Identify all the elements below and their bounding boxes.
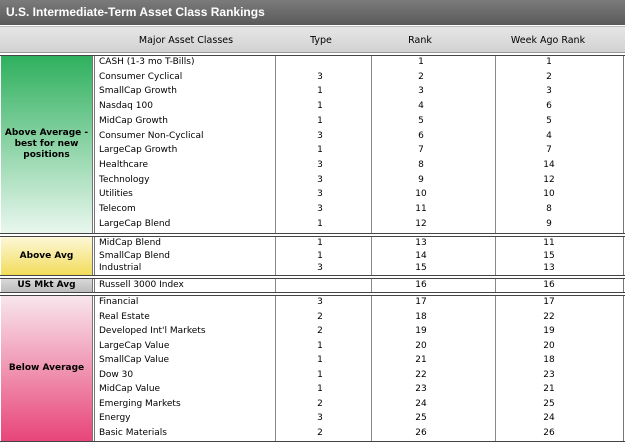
table-row bbox=[95, 382, 625, 397]
asset-class-name: Healthcare bbox=[99, 159, 149, 170]
group-label bbox=[1, 237, 93, 275]
group-rows bbox=[94, 279, 624, 292]
rank-cell: 22 bbox=[415, 369, 427, 380]
rank-cell: 6 bbox=[418, 130, 424, 141]
rank-cell: 8 bbox=[418, 159, 424, 170]
table-row bbox=[95, 202, 625, 217]
table-row bbox=[95, 278, 625, 293]
week-ago-rank-cell: 24 bbox=[543, 413, 555, 423]
week-ago-rank-cell: 5 bbox=[546, 115, 552, 126]
asset-class-name: Consumer Cyclical bbox=[99, 71, 183, 82]
week-ago-rank-cell: 6 bbox=[546, 101, 552, 112]
group-rows bbox=[94, 56, 624, 233]
rank-cell: 3 bbox=[418, 86, 424, 97]
asset-class-name: Utilities bbox=[99, 189, 133, 200]
type-cell: 3 bbox=[317, 297, 323, 307]
group-label bbox=[1, 279, 93, 292]
type-cell: 1 bbox=[317, 250, 323, 261]
rank-cell: 5 bbox=[418, 115, 424, 126]
asset-class-name: Emerging Markets bbox=[99, 398, 181, 409]
week-ago-rank-cell: 3 bbox=[546, 86, 552, 97]
type-cell: 3 bbox=[317, 174, 323, 185]
type-cell: 1 bbox=[317, 369, 323, 380]
group-label bbox=[1, 56, 93, 233]
asset-class-name: Russell 3000 Index bbox=[99, 280, 184, 290]
week-ago-rank-cell: 21 bbox=[543, 384, 555, 394]
week-ago-rank-cell: 2 bbox=[546, 71, 552, 82]
type-cell: 1 bbox=[317, 145, 323, 156]
asset-class-name: Basic Materials bbox=[99, 427, 167, 438]
table-row bbox=[95, 324, 625, 339]
page-title: U.S. Intermediate-Term Asset Class Rankings bbox=[0, 0, 625, 25]
table-row bbox=[95, 55, 625, 70]
week-ago-rank-cell: 18 bbox=[543, 355, 555, 365]
week-ago-rank-cell: 7 bbox=[546, 145, 552, 156]
type-cell: 1 bbox=[317, 86, 323, 97]
type-cell: 3 bbox=[317, 189, 323, 200]
week-ago-rank-cell: 16 bbox=[543, 280, 555, 290]
week-ago-rank-cell: 23 bbox=[543, 369, 555, 380]
type-cell: 2 bbox=[317, 398, 323, 409]
header-week-ago-rank: Week Ago Rank bbox=[510, 35, 586, 46]
type-cell: 1 bbox=[317, 340, 323, 351]
rank-cell: 11 bbox=[415, 204, 427, 214]
rank-cell: 15 bbox=[415, 263, 427, 274]
header-type: Type bbox=[310, 35, 332, 46]
type-cell: 1 bbox=[317, 115, 323, 126]
week-ago-rank-cell: 9 bbox=[546, 218, 552, 229]
rank-cell: 25 bbox=[415, 413, 427, 423]
asset-class-name: MidCap Blend bbox=[99, 238, 161, 248]
table-row bbox=[95, 397, 625, 412]
week-ago-rank-cell: 17 bbox=[543, 297, 555, 307]
type-cell: 3 bbox=[317, 263, 323, 274]
asset-class-name: Telecom bbox=[99, 204, 136, 214]
table-row bbox=[95, 99, 625, 114]
group-below-average bbox=[0, 295, 625, 442]
rank-cell: 17 bbox=[415, 297, 427, 307]
group-above-avg bbox=[0, 236, 625, 276]
week-ago-rank-cell: 8 bbox=[546, 204, 552, 214]
rank-cell: 20 bbox=[415, 340, 427, 351]
asset-class-name: SmallCap Value bbox=[99, 355, 170, 365]
type-cell: 3 bbox=[317, 204, 323, 214]
type-cell: 2 bbox=[317, 427, 323, 438]
rank-cell: 21 bbox=[415, 355, 427, 365]
asset-class-name: SmallCap Blend bbox=[99, 250, 170, 261]
week-ago-rank-cell: 19 bbox=[543, 326, 555, 336]
type-cell: 3 bbox=[317, 413, 323, 423]
table-row bbox=[95, 217, 625, 232]
rank-cell: 4 bbox=[418, 101, 424, 112]
asset-class-name: LargeCap Growth bbox=[99, 145, 178, 156]
asset-class-name: SmallCap Growth bbox=[99, 86, 177, 97]
asset-class-name: MidCap Growth bbox=[99, 115, 168, 126]
table-row bbox=[95, 339, 625, 354]
table-row bbox=[95, 114, 625, 129]
asset-class-name: Developed Int'l Markets bbox=[99, 326, 206, 336]
week-ago-rank-cell: 11 bbox=[543, 238, 555, 248]
rank-cell: 7 bbox=[418, 145, 424, 156]
rank-cell: 18 bbox=[415, 311, 427, 322]
week-ago-rank-cell: 10 bbox=[543, 189, 555, 200]
table-row bbox=[95, 173, 625, 188]
week-ago-rank-cell: 25 bbox=[543, 398, 555, 409]
table-row bbox=[95, 70, 625, 85]
rank-cell: 2 bbox=[418, 71, 424, 82]
table-row bbox=[95, 295, 625, 310]
table-row bbox=[95, 368, 625, 383]
type-cell: 1 bbox=[317, 101, 323, 112]
table-row bbox=[95, 187, 625, 202]
group-label bbox=[1, 296, 93, 441]
asset-class-name: Energy bbox=[99, 413, 131, 423]
asset-class-name: Nasdaq 100 bbox=[99, 101, 153, 112]
group-label-text: Above Avg bbox=[19, 250, 74, 261]
table-row bbox=[95, 353, 625, 368]
type-cell: 2 bbox=[317, 326, 323, 336]
rank-cell: 12 bbox=[415, 218, 427, 229]
type-cell: 2 bbox=[317, 311, 323, 322]
table-row bbox=[95, 261, 625, 276]
header-rank: Rank bbox=[408, 35, 432, 46]
table-row bbox=[95, 84, 625, 99]
group-label-text: Below Average bbox=[8, 363, 85, 373]
asset-class-name: Dow 30 bbox=[99, 369, 134, 380]
rank-cell: 23 bbox=[415, 384, 427, 394]
week-ago-rank-cell: 26 bbox=[543, 427, 555, 438]
table-row bbox=[95, 143, 625, 158]
asset-class-name: Technology bbox=[99, 174, 150, 185]
asset-class-name: Consumer Non-Cyclical bbox=[99, 130, 204, 141]
week-ago-rank-cell: 22 bbox=[543, 311, 555, 322]
asset-class-name: LargeCap Blend bbox=[99, 218, 171, 229]
group-rows bbox=[94, 237, 624, 275]
group-label-text: Above Average - best for new positions bbox=[4, 128, 89, 160]
week-ago-rank-cell: 12 bbox=[543, 174, 555, 185]
group-label-text: US Mkt Avg bbox=[17, 280, 76, 290]
rank-cell: 26 bbox=[415, 427, 427, 438]
table-row bbox=[95, 411, 625, 426]
asset-class-name: Real Estate bbox=[99, 311, 150, 322]
table-row bbox=[95, 129, 625, 144]
group-us-mkt-avg bbox=[0, 278, 625, 293]
week-ago-rank-cell: 15 bbox=[543, 250, 555, 261]
asset-class-name: Financial bbox=[99, 297, 139, 307]
rank-cell: 19 bbox=[415, 326, 427, 336]
rank-cell: 24 bbox=[415, 398, 427, 409]
type-cell: 1 bbox=[317, 355, 323, 365]
week-ago-rank-cell: 14 bbox=[543, 159, 555, 170]
week-ago-rank-cell: 20 bbox=[543, 340, 555, 351]
table-row bbox=[95, 310, 625, 325]
type-cell: 3 bbox=[317, 130, 323, 141]
table-row bbox=[95, 426, 625, 441]
asset-class-name: CASH (1-3 mo T-Bills) bbox=[99, 57, 195, 67]
type-cell: 1 bbox=[317, 384, 323, 394]
type-cell: 3 bbox=[317, 71, 323, 82]
type-cell: 3 bbox=[317, 159, 323, 170]
rank-cell: 9 bbox=[418, 174, 424, 185]
asset-class-name: Industrial bbox=[99, 263, 142, 274]
table-header bbox=[0, 26, 625, 53]
week-ago-rank-cell: 13 bbox=[543, 263, 555, 274]
week-ago-rank-cell: 1 bbox=[546, 57, 552, 67]
table-row bbox=[95, 158, 625, 173]
rank-cell: 1 bbox=[418, 57, 424, 67]
rank-cell: 10 bbox=[415, 189, 427, 200]
asset-class-name: LargeCap Value bbox=[99, 340, 170, 351]
rank-cell: 16 bbox=[415, 280, 427, 290]
type-cell: 1 bbox=[317, 218, 323, 229]
rank-cell: 14 bbox=[415, 250, 427, 261]
type-cell: 1 bbox=[317, 238, 323, 248]
asset-class-name: MidCap Value bbox=[99, 384, 161, 394]
rank-cell: 13 bbox=[415, 238, 427, 248]
group-above-average bbox=[0, 55, 625, 234]
week-ago-rank-cell: 4 bbox=[546, 130, 552, 141]
header-classes: Major Asset Classes bbox=[138, 35, 234, 46]
group-rows bbox=[94, 296, 624, 441]
